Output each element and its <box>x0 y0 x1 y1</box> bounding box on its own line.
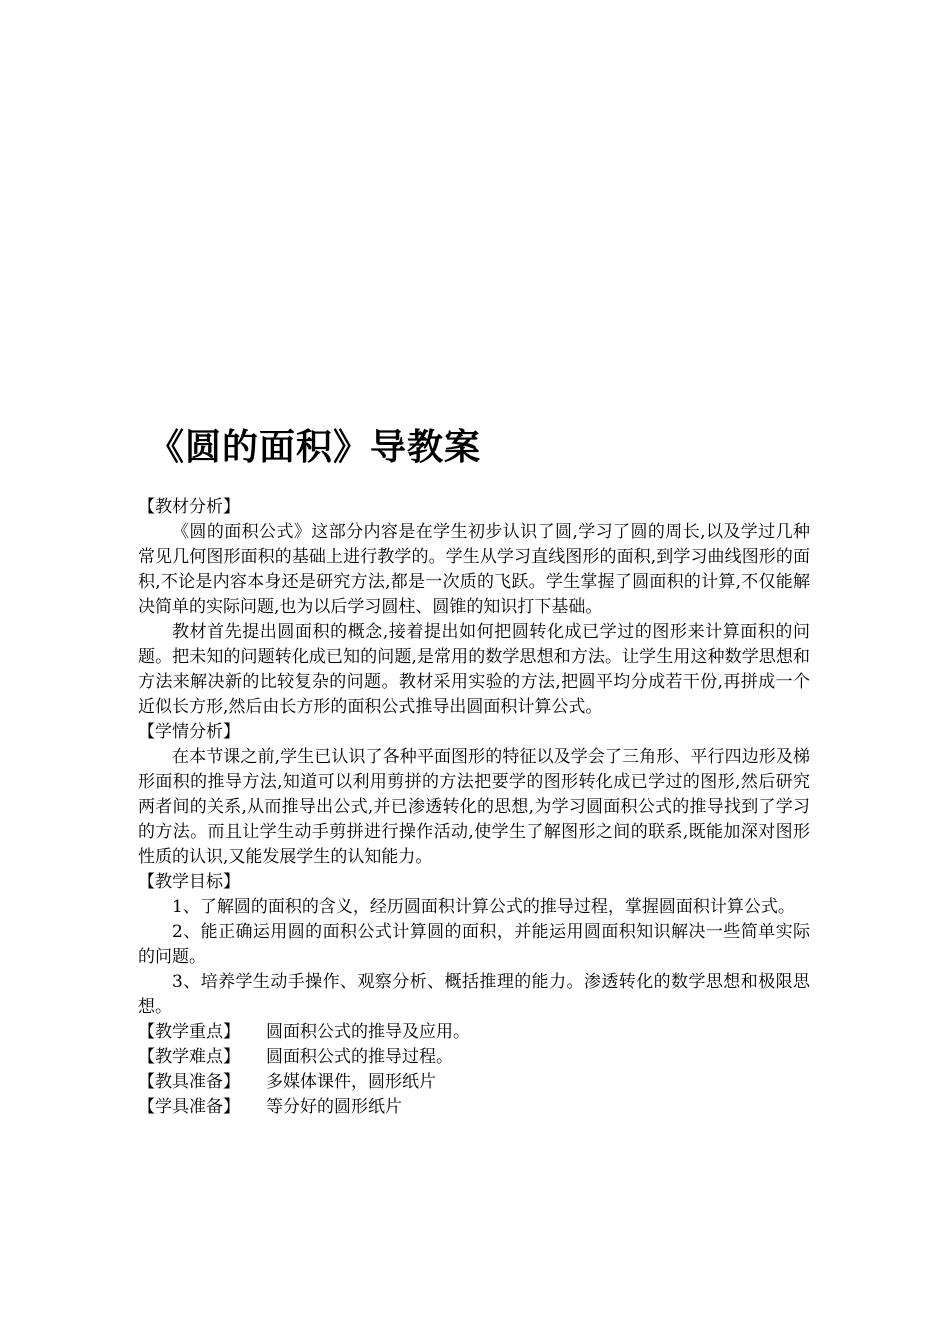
student-tools-value: 等分好的圆形纸片 <box>266 1097 402 1117</box>
document-title: 《圆的面积》导教案 <box>148 427 482 468</box>
student-tools-line <box>138 1095 810 1120</box>
difficulty-line <box>138 1045 810 1070</box>
teacher-tools-label: 【教具准备】 <box>138 1072 240 1092</box>
paragraph: 《圆的面积公式》这部分内容是在学生初步认识了圆,学习了圆的周长,以及学过几种常见几何图形面积的基础上进行教学的。学生从学习直线图形的面积,到学习曲线图形的面积,不论是内容本身还是研究方法,都是一次质的飞跃。学生掌握了圆面积的计算,不仅能解决简单的实际问题,也为以后学习圆柱、圆锥的知识打下基础。 <box>138 522 810 617</box>
section-teaching-goals <box>138 870 810 1020</box>
goal-item: 1、了解圆的面积的含义，经历圆面积计算公式的推导过程，掌握圆面积计算公式。 <box>172 897 795 917</box>
difficulty-label: 【教学难点】 <box>138 1047 240 1067</box>
document-body <box>138 495 810 1120</box>
key-point-value: 圆面积公式的推导及应用。 <box>266 1022 470 1042</box>
teacher-tools-line <box>138 1070 810 1095</box>
section-material-analysis <box>138 495 810 720</box>
student-tools-label: 【学具准备】 <box>138 1097 240 1117</box>
section-heading: 【教材分析】 <box>138 497 240 517</box>
section-learner-analysis <box>138 720 810 870</box>
key-point-line <box>138 1020 810 1045</box>
teacher-tools-value: 多媒体课件，圆形纸片 <box>266 1072 436 1092</box>
goal-item: 2、能正确运用圆的面积公式计算圆的面积，并能运用圆面积知识解决一些简单实际的问题。 <box>138 922 810 967</box>
section-heading: 【教学目标】 <box>138 872 240 892</box>
paragraph: 教材首先提出圆面积的概念,接着提出如何把圆转化成已学过的图形来计算面积的问题。把未知的问题转化成已知的问题,是常用的数学思想和方法。让学生用这种数学思想和方法来解决新的比较复杂的问题。教材采用实验的方法,把圆平均分成若干份,再拼成一个近似长方形,然后由长方形的面积公式推导出圆面积计算公式。 <box>138 622 810 717</box>
key-point-label: 【教学重点】 <box>138 1022 240 1042</box>
paragraph: 在本节课之前,学生已认识了各种平面图形的特征以及学会了三角形、平行四边形及梯形面积的推导方法,知道可以利用剪拼的方法把要学的图形转化成已学过的图形,然后研究两者间的关系,从而推导出公式,并已渗透转化的思想,为学习圆面积公式的推导找到了学习的方法。而且让学生动手剪拼进行操作活动,使学生了解图形之间的联系,既能加深对图形性质的认识,又能发展学生的认知能力。 <box>138 747 810 867</box>
section-heading: 【学情分析】 <box>138 722 240 742</box>
goal-item: 3、培养学生动手操作、观察分析、概括推理的能力。渗透转化的数学思想和极限思想。 <box>138 972 810 1017</box>
difficulty-value: 圆面积公式的推导过程。 <box>266 1047 453 1067</box>
